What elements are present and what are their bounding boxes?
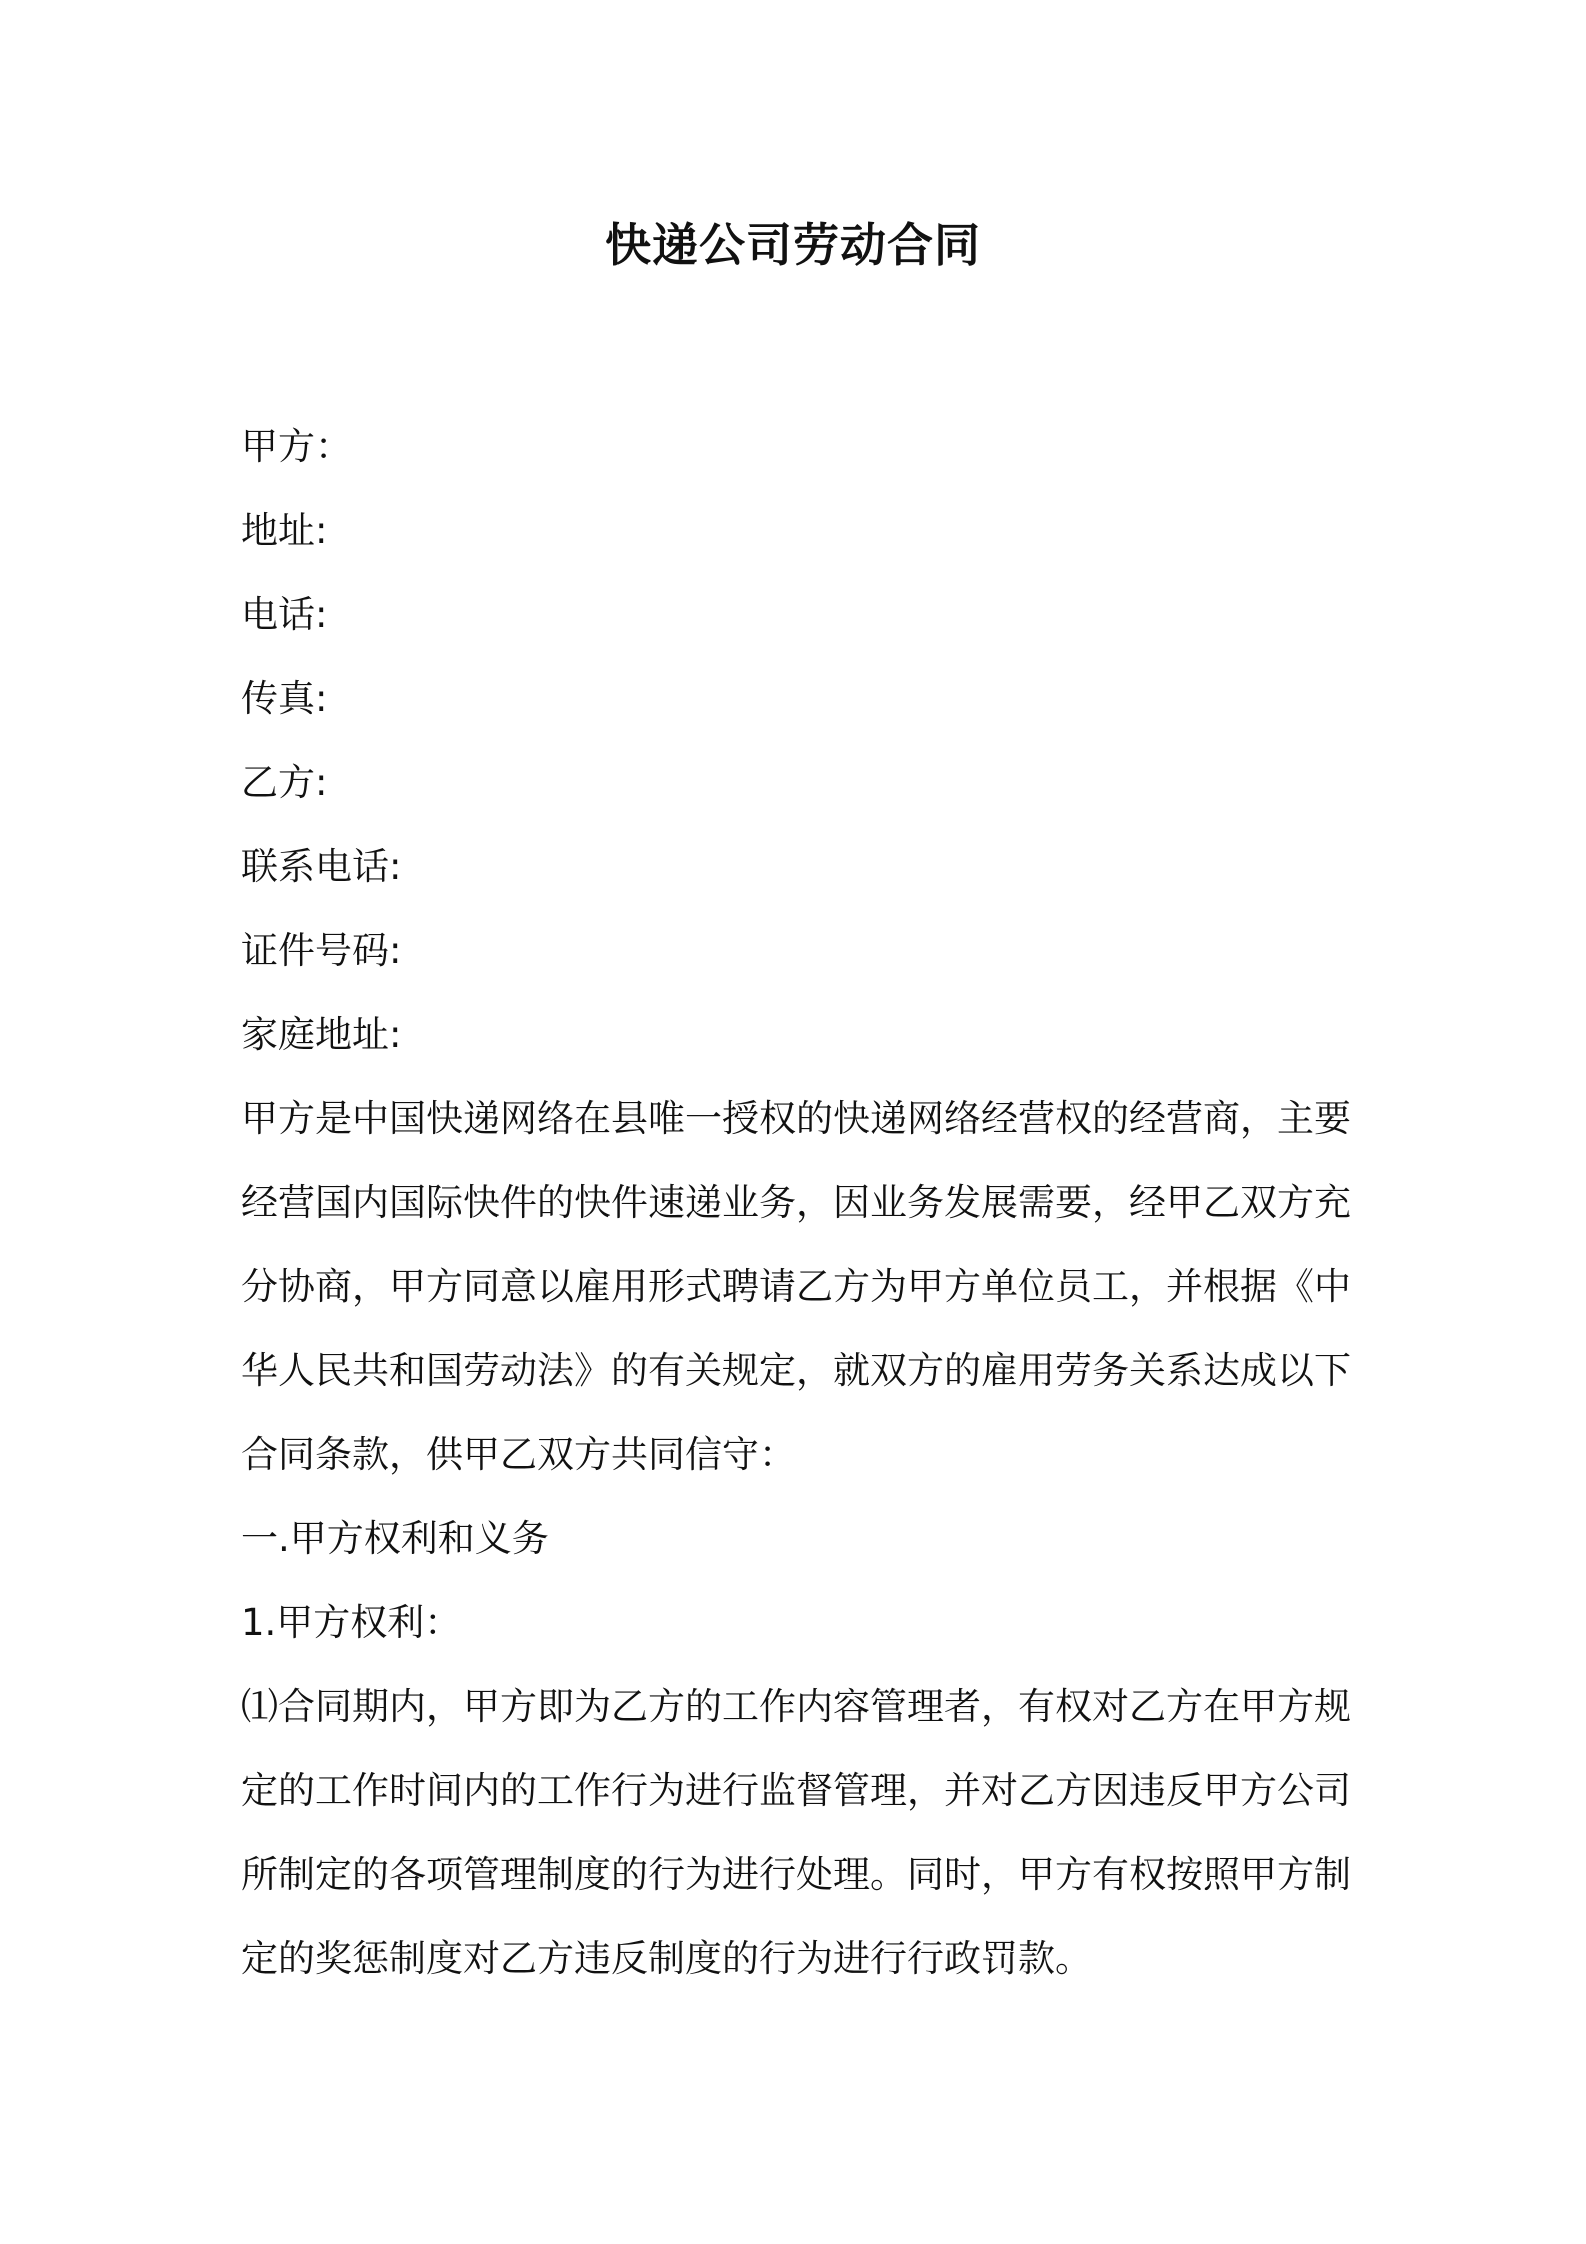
field-phone: 电话: [241, 593, 328, 636]
intro-line-1: 甲方是中国快递网络在县唯一授权的快递网络经营权的经营商，主要 [241, 1097, 1351, 1140]
field-fax: 传真: [241, 677, 328, 720]
field-home-address: 家庭地址: [241, 1013, 402, 1056]
document-title: 快递公司劳动合同 [605, 218, 981, 272]
field-contact-phone: 联系电话: [241, 845, 402, 888]
section-heading: 一.甲方权利和义务 [241, 1517, 549, 1560]
intro-line-2: 经营国内国际快件的快件速递业务，因业务发展需要，经甲乙双方充 [241, 1181, 1351, 1224]
field-party-a: 甲方： [241, 425, 352, 468]
clause-line-3: 所制定的各项管理制度的行为进行处理。同时，甲方有权按照甲方制 [241, 1853, 1351, 1896]
document-body [241, 405, 1351, 2001]
subsection-heading: 1.甲方权利： [241, 1601, 462, 1644]
field-id-number: 证件号码: [241, 929, 402, 972]
clause-line-1: ⑴合同期内，甲方即为乙方的工作内容管理者，有权对乙方在甲方规 [241, 1685, 1351, 1728]
intro-line-4: 华人民共和国劳动法》的有关规定，就双方的雇用劳务关系达成以下 [241, 1349, 1351, 1392]
field-party-b: 乙方: [241, 761, 328, 804]
intro-line-5: 合同条款，供甲乙双方共同信守： [241, 1433, 796, 1476]
intro-line-3: 分协商，甲方同意以雇用形式聘请乙方为甲方单位员工，并根据《中 [241, 1265, 1351, 1308]
clause-line-4: 定的奖惩制度对乙方违反制度的行为进行行政罚款。 [241, 1937, 1092, 1980]
clause-line-2: 定的工作时间内的工作行为进行监督管理，并对乙方因违反甲方公司 [241, 1769, 1351, 1812]
field-address: 地址: [241, 509, 328, 552]
